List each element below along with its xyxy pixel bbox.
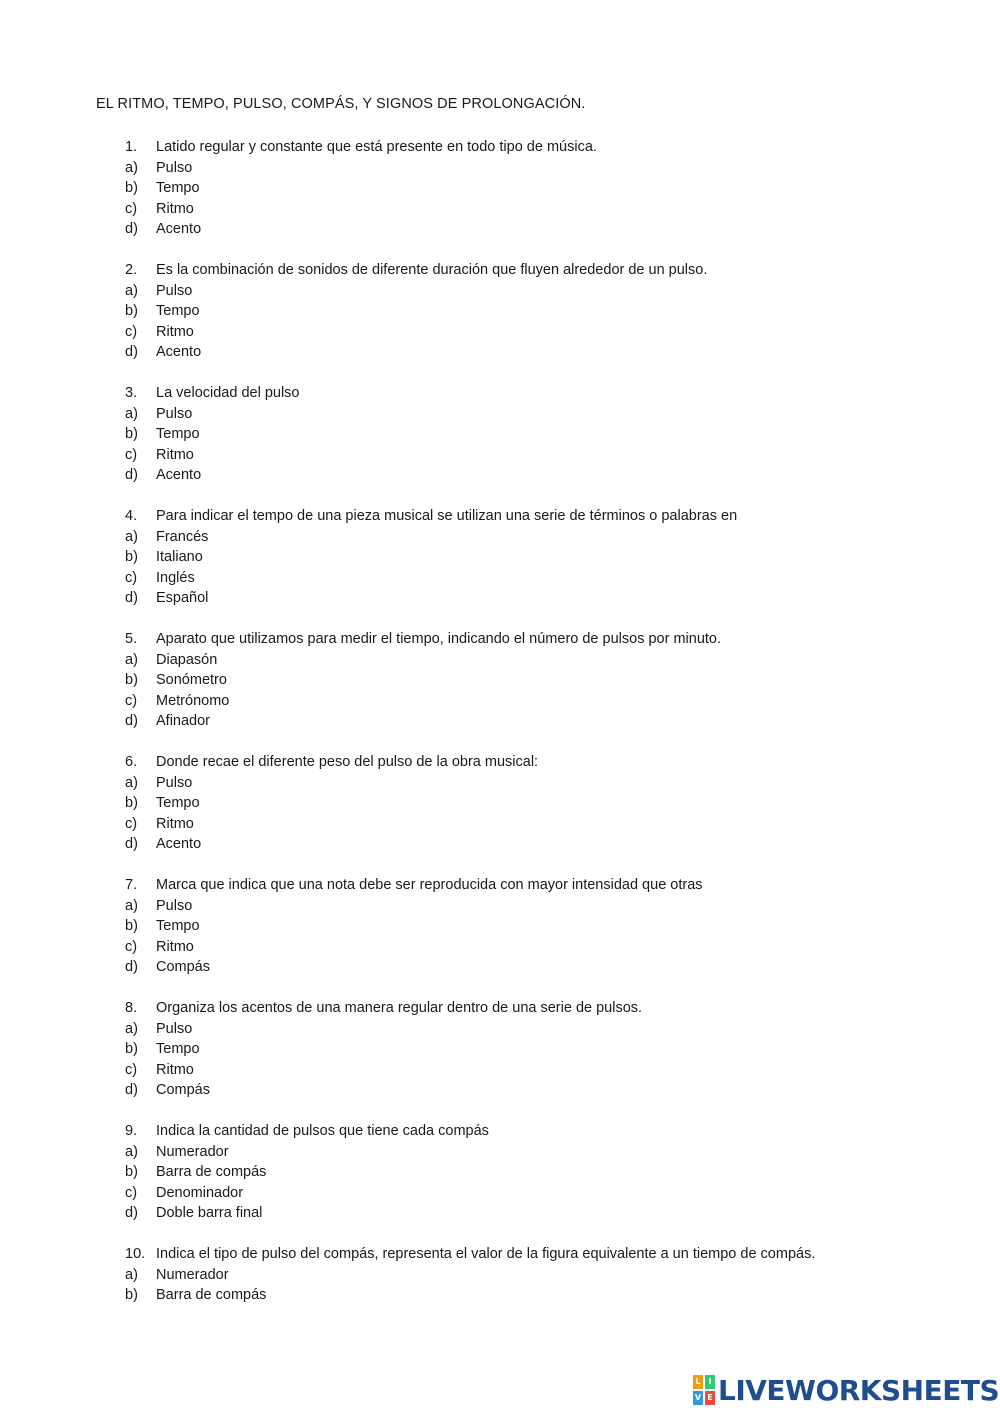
answer-option[interactable] [125, 691, 945, 712]
option-text: Barra de compás [156, 1164, 267, 1180]
answer-option[interactable] [125, 568, 945, 589]
option-text: Inglés [156, 569, 195, 586]
answer-option[interactable] [125, 834, 945, 855]
option-letter: b) [125, 180, 138, 196]
option-letter: c) [125, 938, 138, 955]
option-letter: b) [125, 1287, 138, 1303]
question-block [125, 752, 945, 855]
question-text: Indica la cantidad de pulsos que tiene cada compás [156, 1123, 489, 1139]
answer-option[interactable] [125, 1203, 945, 1224]
option-letter: c) [125, 569, 138, 586]
option-text: Tempo [156, 303, 200, 319]
answer-option[interactable] [125, 670, 945, 691]
question-block [125, 875, 945, 978]
option-text: Pulso [156, 897, 193, 914]
page-title: EL RITMO, TEMPO, PULSO, COMPÁS, Y SIGNOS DE PROLONGACIÓN. [96, 96, 586, 112]
option-letter: b) [125, 1041, 138, 1057]
option-letter: a) [125, 774, 138, 791]
question-number: 10. [125, 1246, 146, 1262]
option-text: Pulso [156, 1020, 193, 1037]
answer-option[interactable] [125, 711, 945, 732]
option-letter: c) [125, 692, 138, 709]
question-block [125, 629, 945, 732]
question-text: La velocidad del pulso [156, 385, 300, 401]
option-letter: c) [125, 200, 138, 217]
question-block [125, 506, 945, 609]
option-text: Acento [156, 467, 202, 483]
question-block [125, 383, 945, 486]
answer-option[interactable] [125, 937, 945, 958]
option-text: Español [156, 590, 209, 606]
answer-option[interactable] [125, 445, 945, 466]
answer-option[interactable] [125, 793, 945, 814]
option-text: Afinador [156, 713, 211, 729]
option-text: Metrónomo [156, 692, 230, 709]
option-text: Doble barra final [156, 1205, 263, 1221]
question-block [125, 1244, 945, 1306]
question-block [125, 260, 945, 363]
answer-option[interactable] [125, 1265, 945, 1286]
logo-mark-icon [693, 1375, 715, 1405]
question-block [125, 137, 945, 240]
answer-option[interactable] [125, 1080, 945, 1101]
question-number: 4. [125, 508, 138, 524]
answer-option[interactable] [125, 281, 945, 302]
option-letter: a) [125, 651, 138, 668]
answer-option[interactable] [125, 404, 945, 425]
option-text: Compás [156, 1082, 210, 1098]
logo-mark-square: E [705, 1391, 715, 1405]
option-text: Ritmo [156, 446, 194, 463]
answer-option[interactable] [125, 219, 945, 240]
logo-mark-square: V [693, 1391, 703, 1405]
option-letter: a) [125, 528, 138, 545]
question-line [125, 875, 945, 896]
question-text: Indica el tipo de pulso del compás, representa el valor de la figura equivalente a un tiempo de compás. [156, 1246, 816, 1262]
option-text: Ritmo [156, 1061, 194, 1078]
question-number: 7. [125, 877, 138, 893]
question-number: 2. [125, 262, 138, 278]
option-letter: d) [125, 713, 138, 729]
answer-option[interactable] [125, 957, 945, 978]
option-letter: b) [125, 1164, 138, 1180]
option-text: Pulso [156, 159, 193, 176]
question-text: Es la combinación de sonidos de diferente duración que fluyen alrededor de un pulso. [156, 262, 708, 278]
option-letter: c) [125, 446, 138, 463]
option-letter: b) [125, 549, 138, 565]
question-line [125, 260, 945, 281]
option-text: Acento [156, 221, 202, 237]
option-text: Numerador [156, 1143, 229, 1160]
answer-option[interactable] [125, 773, 945, 794]
option-text: Acento [156, 344, 202, 360]
logo-text: LIVEWORKSHEETS [718, 1373, 1000, 1407]
answer-option[interactable] [125, 547, 945, 568]
question-text: Latido regular y constante que está presente en todo tipo de música. [156, 139, 597, 155]
option-letter: a) [125, 282, 138, 299]
question-number: 9. [125, 1123, 138, 1139]
answer-option[interactable] [125, 896, 945, 917]
option-text: Italiano [156, 549, 203, 565]
option-text: Barra de compás [156, 1287, 267, 1303]
option-letter: a) [125, 1266, 138, 1283]
option-text: Tempo [156, 795, 200, 811]
option-text: Pulso [156, 282, 193, 299]
answer-option[interactable] [125, 178, 945, 199]
question-line [125, 137, 945, 158]
question-line [125, 1121, 945, 1142]
option-text: Pulso [156, 774, 193, 791]
question-text: Marca que indica que una nota debe ser reproducida con mayor intensidad que otras [156, 877, 703, 893]
option-text: Acento [156, 836, 202, 852]
option-text: Ritmo [156, 815, 194, 832]
answer-option[interactable] [125, 814, 945, 835]
option-letter: a) [125, 405, 138, 422]
answer-option[interactable] [125, 301, 945, 322]
option-letter: c) [125, 815, 138, 832]
option-text: Compás [156, 959, 210, 975]
option-text: Pulso [156, 405, 193, 422]
question-block [125, 1121, 945, 1224]
question-number: 6. [125, 754, 138, 770]
logo-mark-square: I [705, 1375, 715, 1389]
answer-option[interactable] [125, 199, 945, 220]
option-text: Tempo [156, 1041, 200, 1057]
answer-option[interactable] [125, 1142, 945, 1163]
option-letter: d) [125, 959, 138, 975]
option-letter: d) [125, 221, 138, 237]
option-letter: b) [125, 303, 138, 319]
option-letter: a) [125, 159, 138, 176]
answer-option[interactable] [125, 527, 945, 548]
option-letter: a) [125, 897, 138, 914]
answer-option[interactable] [125, 650, 945, 671]
question-text: Donde recae el diferente peso del pulso de la obra musical: [156, 754, 539, 770]
question-number: 3. [125, 385, 138, 401]
question-text: Aparato que utilizamos para medir el tiempo, indicando el número de pulsos por minuto. [156, 631, 722, 647]
option-letter: b) [125, 918, 138, 934]
answer-option[interactable] [125, 342, 945, 363]
option-letter: c) [125, 323, 138, 340]
option-letter: d) [125, 344, 138, 360]
question-line [125, 998, 945, 1019]
answer-option[interactable] [125, 158, 945, 179]
liveworksheets-logo [693, 1374, 999, 1406]
answer-option[interactable] [125, 588, 945, 609]
answer-option[interactable] [125, 1162, 945, 1183]
question-line [125, 506, 945, 527]
option-text: Sonómetro [156, 672, 227, 688]
option-text: Ritmo [156, 938, 194, 955]
option-letter: d) [125, 836, 138, 852]
answer-option[interactable] [125, 322, 945, 343]
option-letter: a) [125, 1020, 138, 1037]
answer-option[interactable] [125, 1285, 945, 1306]
answer-option[interactable] [125, 1019, 945, 1040]
question-line [125, 383, 945, 404]
option-text: Numerador [156, 1266, 229, 1283]
option-text: Ritmo [156, 200, 194, 217]
answer-option[interactable] [125, 916, 945, 937]
question-text: Para indicar el tempo de una pieza musical se utilizan una serie de términos o palabras en [156, 508, 738, 524]
option-letter: b) [125, 426, 138, 442]
option-letter: d) [125, 1205, 138, 1221]
option-text: Tempo [156, 180, 200, 196]
answer-option[interactable] [125, 1183, 945, 1204]
option-letter: d) [125, 467, 138, 483]
question-text: Organiza los acentos de una manera regular dentro de una serie de pulsos. [156, 1000, 643, 1016]
option-letter: a) [125, 1143, 138, 1160]
answer-option[interactable] [125, 1060, 945, 1081]
question-line [125, 1244, 945, 1265]
question-number: 1. [125, 139, 138, 155]
question-line [125, 752, 945, 773]
answer-option[interactable] [125, 465, 945, 486]
question-line [125, 629, 945, 650]
option-letter: d) [125, 590, 138, 606]
question-number: 8. [125, 1000, 138, 1016]
option-text: Diapasón [156, 651, 218, 668]
option-text: Denominador [156, 1184, 244, 1201]
option-letter: b) [125, 672, 138, 688]
option-letter: d) [125, 1082, 138, 1098]
option-text: Tempo [156, 426, 200, 442]
answer-option[interactable] [125, 1039, 945, 1060]
option-letter: b) [125, 795, 138, 811]
answer-option[interactable] [125, 424, 945, 445]
question-block [125, 998, 945, 1101]
option-letter: c) [125, 1184, 138, 1201]
question-number: 5. [125, 631, 138, 647]
option-letter: c) [125, 1061, 138, 1078]
logo-mark-square: L [693, 1375, 703, 1389]
option-text: Ritmo [156, 323, 194, 340]
option-text: Tempo [156, 918, 200, 934]
option-text: Francés [156, 528, 209, 545]
question-list [125, 137, 945, 1326]
